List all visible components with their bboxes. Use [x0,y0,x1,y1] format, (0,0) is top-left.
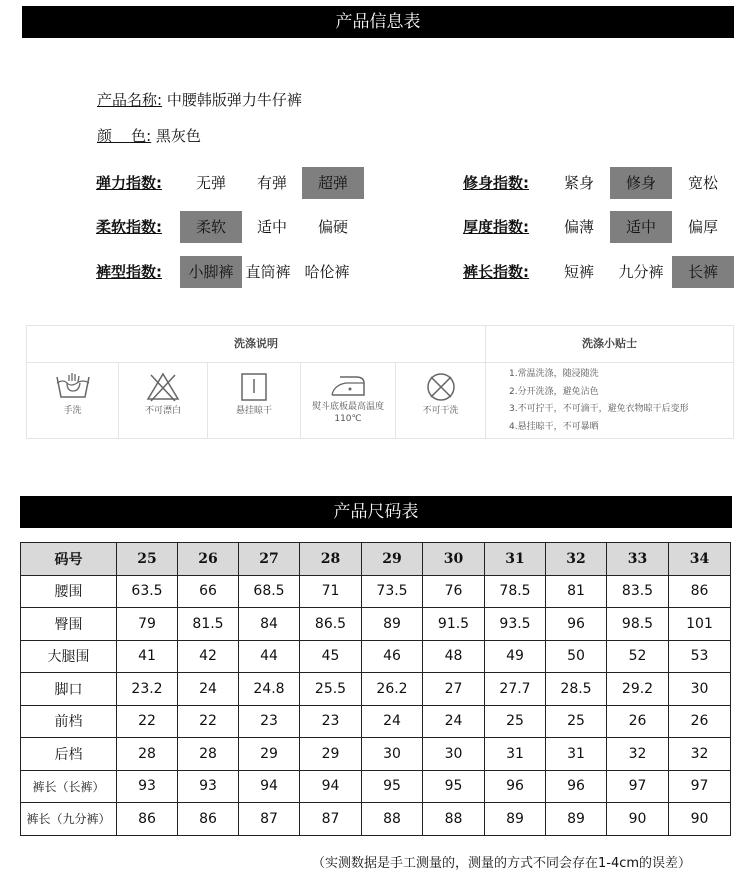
size-title-bar [20,496,732,528]
table-cell: 22 [178,705,239,738]
table-cell: 66 [178,575,239,608]
table-cell: 96 [546,770,607,803]
size-header-cell: 27 [239,543,300,576]
table-cell: 42 [178,640,239,673]
table-cell: 89 [362,608,423,641]
table-cell: 91.5 [423,608,485,641]
product-color-label: 颜 色: [97,127,152,145]
row-header: 前档 [21,705,117,738]
fit-option: 宽松 [687,174,718,192]
table-cell: 31 [546,738,607,771]
table-cell: 23 [239,705,300,738]
table-cell: 25 [485,705,546,738]
product-color-line [97,125,201,146]
iron-icon [326,371,370,399]
row-header: 裤长（长裤） [21,770,117,803]
length-option: 长裤 [672,256,734,288]
table-cell: 24 [423,705,485,738]
table-cell: 98.5 [607,608,669,641]
table-cell: 101 [669,608,731,641]
table-cell: 94 [239,770,300,803]
table-cell: 86.5 [300,608,362,641]
table-cell: 83.5 [607,575,669,608]
size-header-row [21,543,731,576]
wash-symbol-label: 手洗 [63,406,82,416]
table-row [21,705,731,738]
info-title-bar [22,6,734,38]
table-row [21,803,731,836]
table-cell: 29 [239,738,300,771]
size-header-cell: 32 [546,543,607,576]
wash-symbol-label: 不可干洗 [422,406,459,416]
hang-dry-icon [234,371,274,403]
wash-symbol-cell [396,363,486,438]
elastic-option: 有弹 [256,174,287,192]
table-cell: 81.5 [178,608,239,641]
table-row [21,640,731,673]
table-cell: 30 [669,673,731,706]
table-cell: 26 [669,705,731,738]
length-index-label: 裤长指数: [463,263,529,281]
row-header: 腰围 [21,575,117,608]
fit-index-label: 修身指数: [463,174,529,192]
table-cell: 73.5 [362,575,423,608]
elastic-index-label: 弹力指数: [96,174,162,192]
wash-symbol-label: 不可漂白 [144,406,181,416]
table-cell: 26.2 [362,673,423,706]
length-option: 九分裤 [618,263,664,281]
wash-symbol-cell [208,363,301,438]
table-row [21,673,731,706]
style-option: 直筒裤 [245,263,291,281]
table-cell: 84 [239,608,300,641]
no-tumble-dry-icon [421,371,461,403]
table-cell: 89 [546,803,607,836]
softness-index-label: 柔软指数: [96,218,162,236]
table-cell: 22 [117,705,178,738]
table-cell: 44 [239,640,300,673]
wash-tips-list [509,366,729,436]
thickness-option: 适中 [610,211,672,243]
table-cell: 88 [362,803,423,836]
table-cell: 93 [117,770,178,803]
table-cell: 52 [607,640,669,673]
product-name-label: 产品名称: [97,91,163,109]
table-row [21,770,731,803]
table-cell: 93.5 [485,608,546,641]
table-cell: 48 [423,640,485,673]
size-header-cell: 31 [485,543,546,576]
table-cell: 23 [300,705,362,738]
row-header: 臀围 [21,608,117,641]
table-cell: 97 [607,770,669,803]
table-row [21,738,731,771]
table-cell: 78.5 [485,575,546,608]
table-cell: 28.5 [546,673,607,706]
size-header-cell: 30 [423,543,485,576]
table-cell: 28 [117,738,178,771]
table-cell: 50 [546,640,607,673]
table-cell: 45 [300,640,362,673]
thickness-option: 偏薄 [563,218,594,236]
measurement-note: （实测数据是手工测量的，测量的方式不同会存在1-4cm的误差） [312,856,692,871]
no-bleach-icon [143,371,183,403]
fit-option: 紧身 [563,174,594,192]
table-cell: 86 [178,803,239,836]
table-cell: 97 [669,770,731,803]
table-cell: 90 [607,803,669,836]
table-cell: 86 [117,803,178,836]
wash-panel [26,325,734,439]
wash-symbol-cell [27,363,119,438]
size-header-cell: 33 [607,543,669,576]
elastic-option: 超弹 [302,167,364,199]
table-cell: 29.2 [607,673,669,706]
wash-tip: 3.不可拧干，不可滴干，避免衣物晾干后变形 [509,404,689,414]
table-cell: 93 [178,770,239,803]
table-cell: 96 [546,608,607,641]
thickness-option: 偏厚 [687,218,718,236]
style-option: 哈伦裤 [304,263,350,281]
table-cell: 25.5 [300,673,362,706]
fit-option: 修身 [610,167,672,199]
softness-option: 适中 [256,218,287,236]
size-header-cell: 29 [362,543,423,576]
table-cell: 87 [300,803,362,836]
wash-symbol-label: 悬挂晾干 [235,406,272,416]
size-header-cell: 26 [178,543,239,576]
softness-option: 偏硬 [317,218,348,236]
table-cell: 29 [300,738,362,771]
wash-symbol-label: 熨斗底板最高温度110℃ [311,402,384,424]
product-name-value: 中腰韩版弹力牛仔裤 [166,91,302,109]
table-cell: 30 [423,738,485,771]
table-cell: 24 [362,705,423,738]
table-cell: 63.5 [117,575,178,608]
row-header: 后档 [21,738,117,771]
table-cell: 24.8 [239,673,300,706]
style-option: 小脚裤 [180,256,242,288]
table-cell: 27 [423,673,485,706]
style-index-label: 裤型指数: [96,263,162,281]
softness-option: 柔软 [180,211,242,243]
table-cell: 95 [362,770,423,803]
wash-tip: 4.悬挂晾干，不可暴晒 [509,421,599,432]
table-cell: 31 [485,738,546,771]
table-row [21,608,731,641]
table-cell: 76 [423,575,485,608]
table-cell: 96 [485,770,546,803]
wash-title: 洗涤说明 [27,326,486,362]
hand-wash-icon [53,371,93,403]
table-cell: 32 [669,738,731,771]
elastic-option: 无弹 [195,174,226,192]
wash-symbol-cell [119,363,208,438]
table-cell: 90 [669,803,731,836]
table-cell: 87 [239,803,300,836]
thickness-index-label: 厚度指数: [463,218,529,236]
row-header: 脚口 [21,673,117,706]
product-color-value: 黑灰色 [155,127,201,145]
size-header-label: 码号 [21,543,117,576]
table-cell: 32 [607,738,669,771]
table-cell: 95 [423,770,485,803]
table-cell: 53 [669,640,731,673]
row-header: 裤长（九分裤） [21,803,117,836]
length-option: 短裤 [563,263,594,281]
table-row [21,575,731,608]
table-cell: 25 [546,705,607,738]
table-cell: 24 [178,673,239,706]
wash-tip: 2.分开洗涤，避免沾色 [509,386,599,397]
table-cell: 79 [117,608,178,641]
size-title: 产品尺码表 [333,502,419,522]
table-cell: 46 [362,640,423,673]
table-cell: 86 [669,575,731,608]
size-header-cell: 34 [669,543,731,576]
table-cell: 23.2 [117,673,178,706]
table-cell: 71 [300,575,362,608]
table-cell: 27.7 [485,673,546,706]
table-cell: 30 [362,738,423,771]
table-cell: 81 [546,575,607,608]
size-header-cell: 25 [117,543,178,576]
info-title: 产品信息表 [335,12,421,32]
wash-tip: 1.常温洗涤，随浸随洗 [509,369,599,379]
product-name-line [97,89,302,110]
wash-symbol-cell [301,363,396,438]
size-table [20,542,731,836]
table-cell: 28 [178,738,239,771]
row-header: 大腿围 [21,640,117,673]
table-cell: 49 [485,640,546,673]
table-cell: 26 [607,705,669,738]
table-cell: 94 [300,770,362,803]
table-cell: 88 [423,803,485,836]
wash-tips-title: 洗涤小贴士 [582,337,637,350]
table-cell: 89 [485,803,546,836]
table-cell: 68.5 [239,575,300,608]
size-header-cell: 28 [300,543,362,576]
table-cell: 41 [117,640,178,673]
